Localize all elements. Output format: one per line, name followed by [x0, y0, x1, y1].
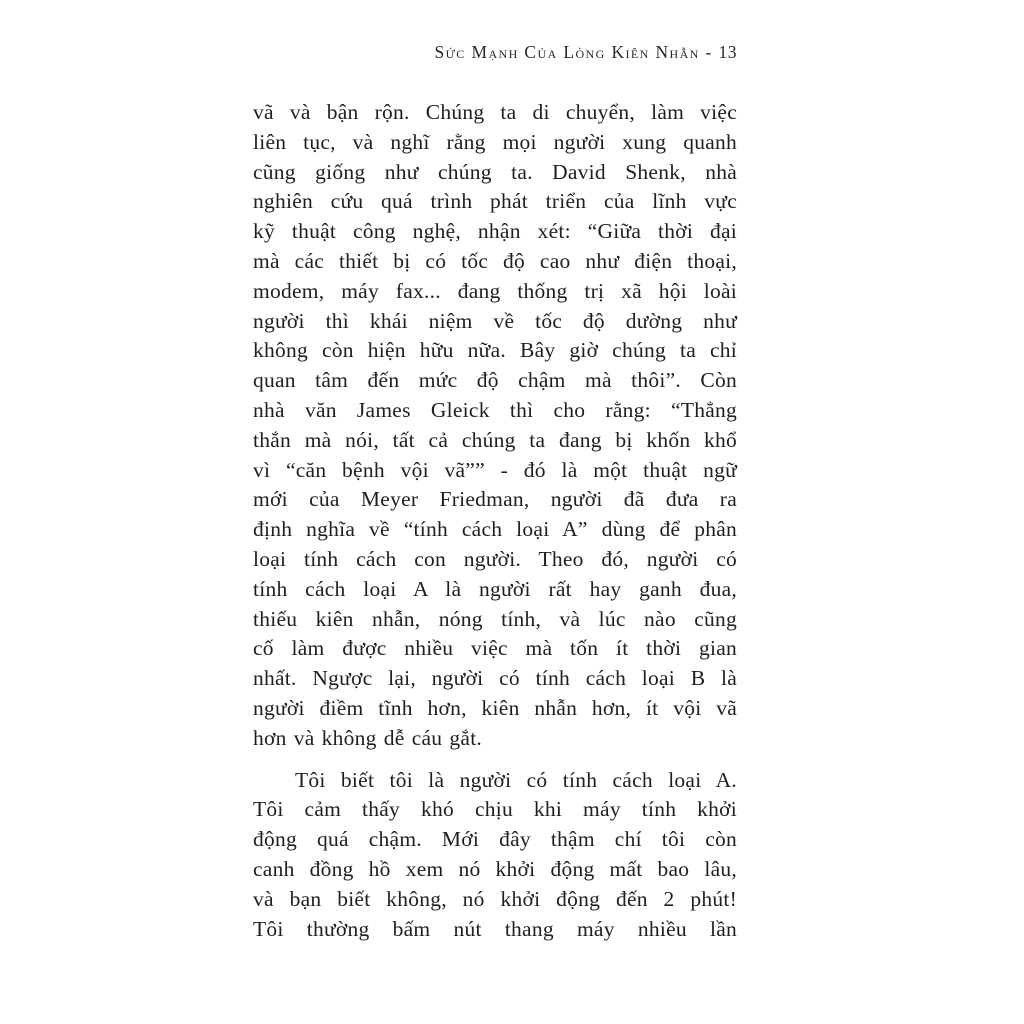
text-line: thắn mà nói, tất cả chúng ta đang bị khốn khổ	[253, 427, 737, 452]
text-line: tính cách loại A là người rất hay ganh đua,	[253, 576, 737, 601]
text-line: kỹ thuật công nghệ, nhận xét: “Giữa thời đại	[253, 219, 737, 244]
text-line: Tôi biết tôi là người có tính cách loại A.	[295, 767, 737, 792]
text-line: nhất. Ngược lại, người có tính cách loại B là	[253, 666, 737, 691]
text-line: quan tâm đến mức độ chậm mà thôi”. Còn	[253, 368, 737, 393]
text-line: không còn hiện hữu nữa. Bây giờ chúng ta chỉ	[253, 338, 737, 363]
running-header	[253, 42, 737, 63]
text-line: canh đồng hồ xem nó khởi động mất bao lâu,	[253, 856, 737, 881]
text-line: Tôi thường bấm nút thang máy nhiều lần	[253, 916, 737, 941]
text-line: Tôi cảm thấy khó chịu khi máy tính khởi	[253, 797, 737, 822]
text-line: và bạn biết không, nó khởi động đến 2 phút!	[253, 886, 737, 911]
paragraph	[253, 98, 737, 754]
text-line: loại tính cách con người. Theo đó, người có	[253, 546, 737, 571]
text-line: định nghĩa về “tính cách loại A” dùng để phân	[253, 517, 737, 542]
text-line: thiếu kiên nhẫn, nóng tính, và lúc nào cũng	[253, 606, 737, 631]
text-line: người điềm tĩnh hơn, kiên nhẫn hơn, ít vội vã	[253, 695, 737, 720]
text-line: người thì khái niệm về tốc độ dường như	[253, 308, 737, 333]
paragraph	[253, 766, 737, 945]
text-line: nghiên cứu quá trình phát triển của lĩnh vực	[253, 189, 737, 214]
running-title: Sức Mạnh Của Lòng Kiên Nhẫn	[434, 42, 700, 62]
text-line: hơn và không dễ cáu gắt.	[253, 725, 483, 750]
header-separator: -	[699, 42, 719, 62]
text-line: mới của Meyer Friedman, người đã đưa ra	[253, 487, 737, 512]
text-line: cố làm được nhiều việc mà tốn ít thời gian	[253, 636, 737, 661]
page-number: 13	[718, 42, 737, 62]
text-line: liên tục, và nghĩ rằng mọi người xung quanh	[253, 129, 737, 154]
text-line: cũng giống như chúng ta. David Shenk, nhà	[253, 159, 737, 184]
text-line: vã và bận rộn. Chúng ta di chuyển, làm việc	[253, 100, 737, 124]
text-line: vì “căn bệnh vội vã”” - đó là một thuật ngữ	[253, 457, 737, 482]
text-line: động quá chậm. Mới đây thậm chí tôi còn	[253, 827, 737, 852]
text-line: modem, máy fax... đang thống trị xã hội loài	[253, 278, 737, 303]
body-text	[253, 98, 737, 944]
text-line: nhà văn James Gleick thì cho rằng: “Thẳng	[253, 397, 737, 422]
text-line: mà các thiết bị có tốc độ cao như điện thoại,	[253, 248, 737, 273]
